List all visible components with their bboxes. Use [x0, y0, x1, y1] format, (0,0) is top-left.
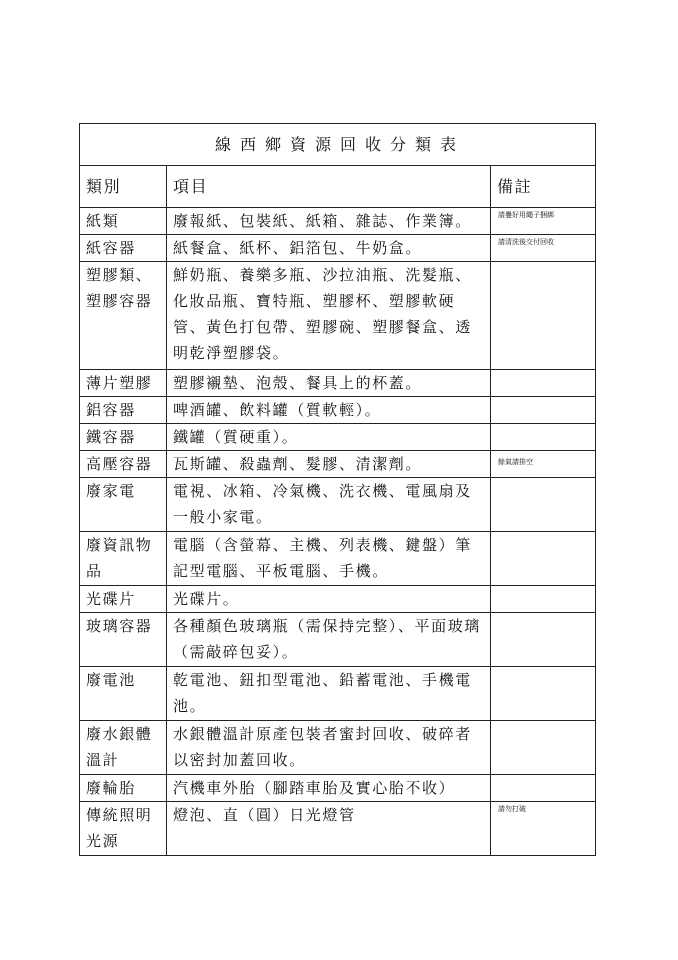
table-row: [80, 775, 596, 802]
items-cell: 光碟片。: [167, 586, 491, 613]
items-cell: 乾電池、鈕扣型電池、鉛蓄電池、手機電池。: [167, 667, 491, 721]
items-cell: 水銀體溫計原產包裝者蜜封回收、破碎者以密封加蓋回收。: [167, 721, 491, 775]
table-row: [80, 802, 596, 856]
header-notes: 備註: [491, 166, 596, 208]
category-cell: 紙類: [80, 208, 167, 235]
table-row: [80, 478, 596, 532]
note-cell: [491, 478, 596, 532]
table-row: [80, 262, 596, 370]
items-cell: 汽機車外胎（腳踏車胎及實心胎不收）: [167, 775, 491, 802]
table-row: [80, 532, 596, 586]
note-cell: 請勿打破: [491, 802, 596, 856]
items-cell: 電視、冰箱、冷氣機、洗衣機、電風扇及一般小家電。: [167, 478, 491, 532]
items-cell: 廢報紙、包裝紙、紙箱、雜誌、作業簿。: [167, 208, 491, 235]
category-cell: 廢家電: [80, 478, 167, 532]
note-cell: [491, 721, 596, 775]
table-row: [80, 586, 596, 613]
header-items: 項目: [167, 166, 491, 208]
note-cell: [491, 667, 596, 721]
table-row: [80, 424, 596, 451]
table-title: 線西鄉資源回收分類表: [80, 124, 596, 166]
items-cell: 塑膠襯墊、泡殼、餐具上的杯蓋。: [167, 370, 491, 397]
title-row: [80, 124, 596, 166]
header-row: [80, 166, 596, 208]
table-row: [80, 208, 596, 235]
items-cell: 鮮奶瓶、養樂多瓶、沙拉油瓶、洗髮瓶、化妝品瓶、寶特瓶、塑膠杯、塑膠軟硬管、黃色打包帶、塑膠碗、塑膠餐盒、透明乾淨塑膠袋。: [167, 262, 491, 370]
items-cell: 啤酒罐、飲料罐（質軟輕）。: [167, 397, 491, 424]
items-cell: 各種顏色玻璃瓶（需保持完整）、平面玻璃（需敲碎包妥）。: [167, 613, 491, 667]
header-category: 類別: [80, 166, 167, 208]
note-cell: [491, 775, 596, 802]
category-cell: 鐵容器: [80, 424, 167, 451]
note-cell: [491, 262, 596, 370]
category-cell: 光碟片: [80, 586, 167, 613]
items-cell: 鐵罐（質硬重）。: [167, 424, 491, 451]
category-cell: 玻璃容器: [80, 613, 167, 667]
note-cell: 請清洗後交付回收: [491, 235, 596, 262]
table-row: [80, 667, 596, 721]
note-cell: 請疊好用繩子捆綁: [491, 208, 596, 235]
items-cell: 燈泡、直（圓）日光燈管: [167, 802, 491, 856]
category-cell: 廢水銀體溫計: [80, 721, 167, 775]
items-cell: 電腦（含螢幕、主機、列表機、鍵盤）筆記型電腦、平板電腦、手機。: [167, 532, 491, 586]
note-cell: [491, 424, 596, 451]
category-cell: 薄片塑膠: [80, 370, 167, 397]
category-cell: 紙容器: [80, 235, 167, 262]
items-cell: 瓦斯罐、殺蟲劑、髮膠、清潔劑。: [167, 451, 491, 478]
table-row: [80, 451, 596, 478]
category-cell: 塑膠類、塑膠容器: [80, 262, 167, 370]
category-cell: 廢資訊物品: [80, 532, 167, 586]
note-cell: [491, 370, 596, 397]
note-cell: [491, 532, 596, 586]
category-cell: 鋁容器: [80, 397, 167, 424]
note-cell: 餘氣請排空: [491, 451, 596, 478]
recycling-classification-table: [79, 123, 596, 856]
category-cell: 廢輪胎: [80, 775, 167, 802]
category-cell: 高壓容器: [80, 451, 167, 478]
category-cell: 廢電池: [80, 667, 167, 721]
table-row: [80, 613, 596, 667]
table-row: [80, 235, 596, 262]
note-cell: [491, 586, 596, 613]
table-row: [80, 397, 596, 424]
table-row: [80, 370, 596, 397]
note-cell: [491, 397, 596, 424]
category-cell: 傳統照明光源: [80, 802, 167, 856]
items-cell: 紙餐盒、紙杯、鋁箔包、牛奶盒。: [167, 235, 491, 262]
note-cell: [491, 613, 596, 667]
table-row: [80, 721, 596, 775]
